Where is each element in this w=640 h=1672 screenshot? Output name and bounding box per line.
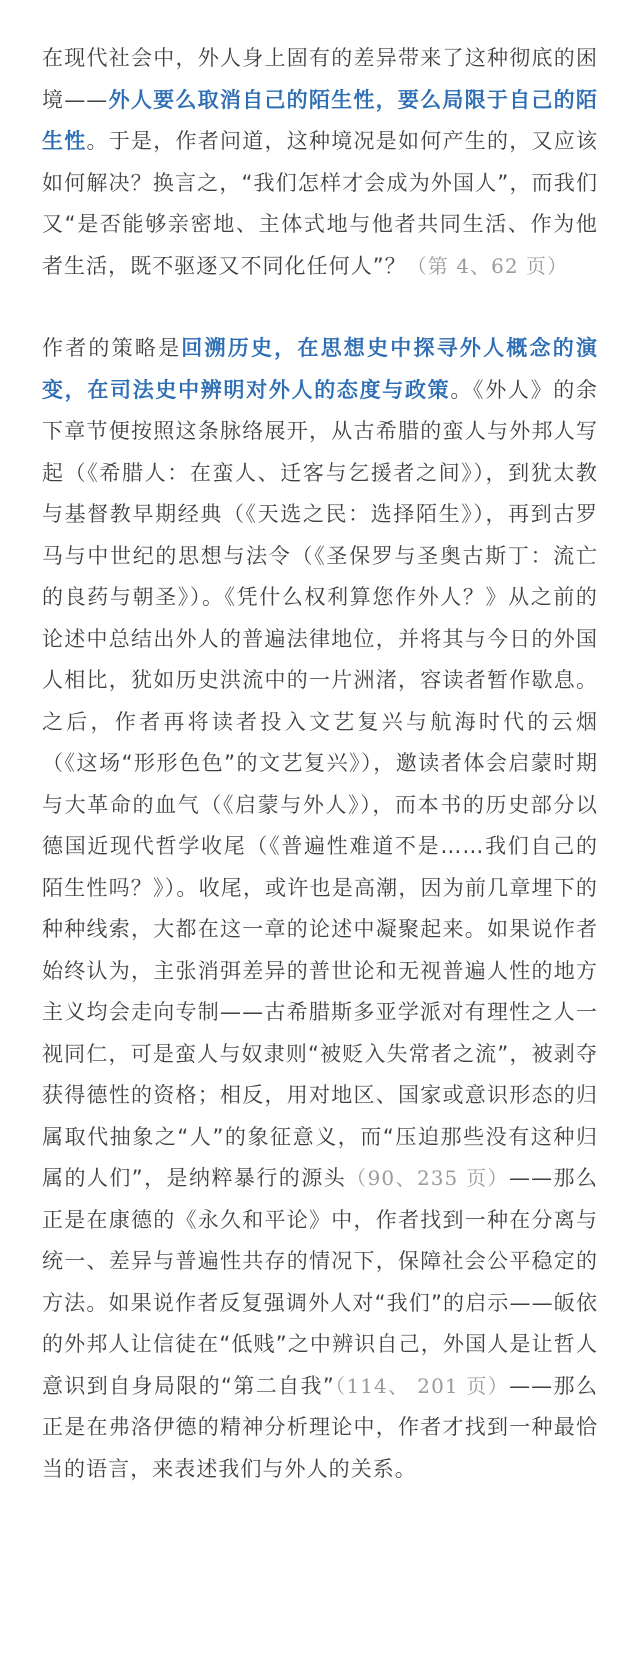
paragraph-1-highlight: 外人要么取消自己的陌生性，要么局限于自己的陌生性	[42, 87, 598, 153]
page-reference: （90、235 页）	[346, 1166, 510, 1190]
paragraph-2-text-1: 作者的策略是	[42, 336, 182, 360]
paragraph-1-text-1: 在现代社会中，外人身上固有的差异带来了这种彻底的困境——	[42, 46, 598, 112]
paragraph-2-text-4: ——那么正是在弗洛伊德的精神分析理论中，作者才找到一种最恰当的语言，来表述我们与外人的关系。	[42, 1373, 598, 1481]
paragraph-2-text-3: ——那么正是在康德的《永久和平论》中，作者找到一种在分离与统一、差异与普遍性共存的情况下，保障社会公平稳定的方法。如果说作者反复强调外人对“我们”的启示——皈依的外邦人让信徒在“低贱”之中辨识自己，外国人是让哲人意识到自身局限的“第二自我”	[42, 1166, 599, 1398]
page-reference: （114、 201 页）	[334, 1373, 510, 1398]
paragraph-1-text-2: 。于是，作者问道，这种境况是如何产生的，又应该如何解决？换言之，“我们怎样才会成为外国人”，而我们又“是否能够亲密地、主体式地与他者共同生活、作为他者生活，既不驱逐又不同化任何人”？	[42, 129, 598, 278]
paragraph-2	[42, 328, 598, 1490]
page-reference: （第 4、62 页）	[406, 253, 569, 278]
paragraph-2-highlight: 回溯历史，在思想史中探寻外人概念的演变，在司法史中辨明对外人的态度与政策	[42, 336, 598, 402]
paragraph-1	[42, 38, 598, 287]
paragraph-2-text-2: 。《外人》的余下章节便按照这条脉络展开，从古希腊的蛮人与外邦人写起（《希腊人：在蛮人、迁客与乞援者之间》），到犹太教与基督教早期经典（《天选之民：选择陌生》），再到古罗马与中世纪的思想与法令（《圣保罗与圣奥古斯丁：流亡的良药与朝圣》）。《凭什么权利算您作外人？》从之前的论述中总结出外人的普遍法律地位，并将其与今日的外国人相比，犹如历史洪流中的一片洲渚，容读者暂作歇息。之后，作者再将读者投入文艺复兴与航海时代的云烟（《这场“形形色色”的文艺复兴》），邀读者体会启蒙时期与大革命的血气（《启蒙与外人》），而本书的历史部分以德国近现代哲学收尾（《普遍性难道不是……我们自己的陌生性吗？》）。收尾，或许也是高潮，因为前几章埋下的种种线索，大都在这一章的论述中凝聚起来。如果说作者始终认为，主张消弭差异的普世论和无视普遍人性的地方主义均会走向专制——古希腊斯多亚学派对有理性之人一视同仁，可是蛮人与奴隶则“被贬入失常者之流”，被剥夺获得德性的资格；相反，用对地区、国家或意识形态的归属取代抽象之“人”的象征意义，而“压迫那些没有这种归属的人们”，是纳粹暴行的源头	[42, 377, 598, 1190]
